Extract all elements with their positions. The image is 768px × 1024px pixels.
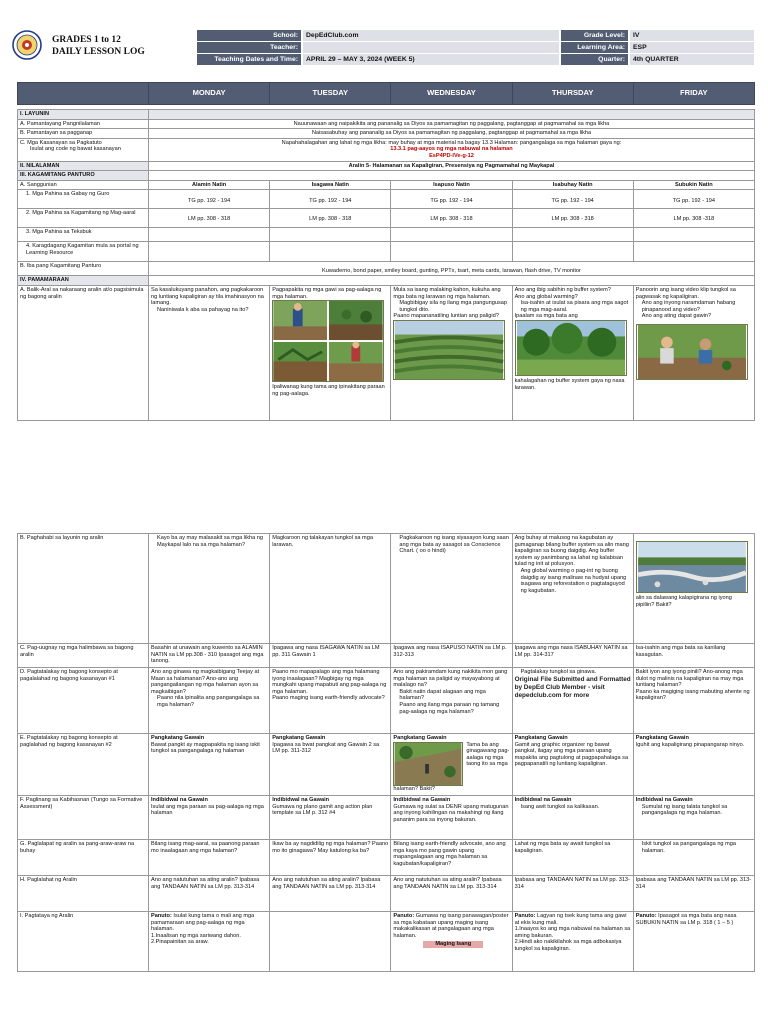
competency-code: EsP4PD-IVe-g-12	[429, 152, 474, 159]
row-pagtatalakay-1: D. Pagtatalakay ng bagong konsepto at pagalalahad ng bagong kasanayan #1 Ano ang ginawa ng magkaibigang Teejay at Maan sa halamanan? Ano-ano ang pangangailangan ng mga halaman ayon sa magkaibigan? Paano nila ipinalita ang pangangalaga sa mga halaman? Paano mo mapapalago ang mga halamang iyong inaalagaan? Magbigay ng mga mungkahi upang mapabuti ang pag-aalaga ng mga halaman. Paano maging isang earth-friendly advocate? Ano ang pakiramdam kung nakikita mon gang mga halaman sa paligid ay mayayabong at malalago na? Bakit natin dapat alagaan ang mga halaman? Paano ang ilang mga paraan ng tamang pag-aalaga ng mga halaman? Pagtalakay tungkol sa ginawa. Original File Submitted and Formatted by DepEd Club Member - visit depedclub.com for more Bakit iyon ang iyong pinili? Ano-anong mga dulot ng malinis na kapaligiran na may mga luntiang halaman? Paano ka magiging isang mabuting ahente ng kapaligiran?	[18, 668, 755, 734]
polluted-river-photo	[636, 541, 748, 593]
log-header	[12, 30, 754, 67]
day-header-blank	[18, 83, 149, 105]
buffer-forest-photo	[515, 320, 627, 376]
day-monday: MONDAY	[149, 83, 270, 105]
row-sanggunian: A. Sanggunian Alamin Natin Isagawa Natin Isapuso Natin Isabuhay Natin Subukin Natin	[18, 180, 755, 190]
section-kagamitan: III. KAGAMITANG PANTURO	[18, 171, 755, 181]
row-kasanayan: C. Mga Kasanayan sa Pagkatuto Isulat ang code ng bawat kasanayan Napahahalagahan ang lahat ng mga likha: may buhay at mga material na bagay 13.3 Halaman: pangangalaga sa mga halaman gaya ng: 13.3.1 pag-aayos ng mga nabuwal na halaman EsP4PD-IVe-g-12	[18, 138, 755, 161]
quarter-label: Quarter:	[561, 54, 628, 65]
row-pangnilalaman: A. Pamantayang Pangnilalaman Nauunawaan ang naipakikita ang pananalig sa Diyos sa pamamagitan ng paggalang, pagtanggap at pagmamahal sa mga likha	[18, 119, 755, 129]
row-teksbuk: 3. Mga Pahina sa Teksbuk	[18, 228, 755, 242]
source-watermark-note: Original File Submitted and Formatted by DepEd Club Member - visit depedclub.com for more	[514, 675, 631, 699]
row-pag-uugnay: C. Pag-uugnay ng mga halimbawa sa bagong aralin Basahin at unawain ang kuwento sa ALAMIN NATIN sa LM pp.308 - 310 Ipasagot ang mga tanong. Ipagawa ang nasa ISAGAWA NATIN sa LM pp. 311 Gawain 1 Ipagawa ang nasa ISAPUSO NATIN sa LM p. 312-313 Ipagawa ang mga nasa ISABUHAY NATIN sa LM pp. 314-317 Isa-isahin ang mga bata sa kanilang kasagutan.	[18, 644, 755, 668]
day-friday: FRIDAY	[633, 83, 754, 105]
row-karagdagan: 4. Karagdagang Kagamitan mula sa portal ng Learning Resource	[18, 242, 755, 262]
row-pagtatalakay-2: E. Pagtatalakay ng bagong konsepto at paglalahad ng bagong kasanayan #2 Pangkatang Gawain Bawat pangkt ay magpapakita ng isang iskit tungkol sa pangangalaga ng halaman Pangkatang Gawain Ipagawa sa bwat pangkat ang Gawain 2 sa LM pp. 311-312 Pangkatang Gawain Tama ba ang ginagawang pag-aalaga ng mga taong ito sa mga halaman? Bakit? Pangkatang Gawain Gamit ang graphic organizer ng bawat pangkat, ilagay ang mga paraan upang mapakita ang pagtulong at pagpapahalaga sa pagpapanatili ng luntiang kapaligiran. Pangkatang Gawain Iguhit ang kapaligirang pinapangarap ninyo.	[18, 734, 755, 796]
hillside-clearing-photo	[393, 742, 463, 786]
dates-value: APRIL 29 – MAY 3, 2024 (WEEK 5)	[303, 54, 559, 65]
grade-value: IV	[630, 30, 754, 41]
day-thursday: THURSDAY	[512, 83, 633, 105]
day-wednesday: WEDNESDAY	[391, 83, 512, 105]
row-paglalahat: H. Paglalahat ng Aralin Ano ang natutuhan sa ating aralin? Ipabasa ang TANDAAN NATIN sa LM pp. 313-314 Ano ang natutuhan sa ating aralin? Ipabasa ang TANDAAN NATIN sa LM pp. 313-314 Ano ang natutuhan sa ating aralin? Ipabasa ang TANDAAN NATIN sa LM pp. 313-314 Ipabasa ang TANDAAN NATIN sa LM pp. 313-314 Ipabasa ang TANDAAN NATIN sa LM pp. 313-314	[18, 876, 755, 912]
day-header-row	[18, 83, 755, 105]
row-iba-pang-kagamitan: B. Iba pang Kagamitang Panturo Kuwaderno, bond paper, smiley board, gunting, PPTx, tsart, meta cards, larawan, flash drive, TV monitor	[18, 262, 755, 276]
row-kagamitan-mag-aaral: 2. Mga Pahina sa Kagamitang ng Mag-aaral LM pp. 308 - 318 LM pp. 308 - 318 LM pp. 308 - 318 LM pp. 308 - 318 LM pp. 308 -318	[18, 209, 755, 228]
grade-label: Grade Level:	[561, 30, 628, 41]
area-value: ESP	[630, 42, 754, 53]
row-pagganap: B. Pamantayan sa pagganap Naisasabuhay ang pananalig sa Diyos sa pamamagitan ng paggalang, pagtanggap at pagmamahal sa mga likha	[18, 129, 755, 139]
row-pagtataya: I. Pagtataya ng Aralin Panuto: Isulat kung tama o mali ang mga pamamaraan ang pag-aalaga ng mga halaman. 1.Inaalisan ng mga sariwang dahon. 2.Pinapainitan sa araw. Panuto: Gumawa ng isang panawagan/poster sa mga kabataan upang maging isang makakalikasan at pangalagaan ang mga halaman. Maging Isang Panuto: Lagyan ng tsek kung tama ang gawi at ekis kung mali. 1.Inaayos ko ang mga nabuwal na halaman sa aming bakuran. 2.Hindi ako nakikilahok sa mga adbokasiya tungkol sa kapaligiran. Panuto: Ipasagot sa mga bata ang nasa SUBUKIN NATIN sa LM p. 318 ( 1 – 5 )	[18, 912, 755, 972]
school-label: School:	[197, 30, 301, 41]
area-label: Learning Area:	[561, 42, 628, 53]
log-title: GRADES 1 to 12 DAILY LESSON LOG	[52, 35, 145, 58]
row-paghahabi: B. Paghahabi sa layunin ng aralin Kayo ba ay may malasakit sa mga likha ng Maykapal lalo na sa mga halaman? Magkaroon ng talakayan tungkol sa mga larawan. Pagkakaroon ng isang siyasayon kung saan ang mga bata ay sasagot sa Conscience Chart. ( oo o hindi) Ang buhay at malusog na kagubatan ay gumaganap bilang buffer system sa alin mang kapaligiran sa buong daigdig. Ang buffer system ay panimbang sa lahat ng kalabisan tulad ng init at polusyon. Ang global warming o pag-int ng buong daigdig ay isang malinaw na hudyat upang isagawa ang reforestation o pagtataguyod ng kagubatan. alin sa dalawang kalapigirana ng iyong pipiliin? Bakit?	[18, 534, 755, 644]
school-value: DepEdClub.com	[303, 30, 559, 41]
rice-terraces-photo	[393, 320, 505, 380]
teacher-value	[303, 42, 559, 53]
row-paglinang: F. Paglinang sa Kabihasnan (Tungo sa Formative Assessment) Indibidwal na Gawain Isulat ang mga paraan sa pag-aalaga ng mga halaman Indibidwal na Gawain Gumawa ng plano gamit ang action plan template sa LM p. 312 #4 Indibidwal na Gawain Gumawa ng sulat sa DENR upang matugunan ang inyong kahilingan na makahingi ng ilang pananim para sa inyong bakuran. Indibidwal na Gawain Isang awit tungkol sa kalikasan. Indibidwal na Gawain Sumulat ng isang talata tungkol sa pangangalaga ng mga halaman.	[18, 796, 755, 840]
lesson-log-table-part-2	[17, 533, 755, 972]
poster-title-box: Maging Isang	[423, 941, 483, 948]
dates-label: Teaching Dates and Time:	[197, 54, 301, 65]
lesson-log-table-part-1	[17, 82, 755, 421]
children-planting-photo	[636, 324, 748, 380]
section-layunin: I. LAYUNIN	[18, 110, 755, 120]
row-gabay: 1. Mga Pahina sa Gabay ng Guro TG pp. 192 - 194 TG pp. 192 - 194 TG pp. 192 - 194 TG pp. 192 - 194 TG pp. 192 - 194	[18, 190, 755, 209]
teacher-label: Teacher:	[197, 42, 301, 53]
plant-care-photo-collage	[272, 300, 384, 382]
section-pamamaraan: IV. PAMAMARAAN	[18, 276, 755, 286]
quarter-value: 4th QUARTER	[630, 54, 754, 65]
row-paglalapat: G. Paglalapat ng aralin sa pang-araw-araw na buhay Bilang isang mag-aaral, sa paanong paraan mo inaalagaan ang mga halaman? Ikaw ba ay nagdidilig ng mga halaman? Paano mo ito ginagawa? May katulong ka ba? Bilang isang earth-friendly advocate, ano ang mga kaya mo pang gawin upang mapangalagaan ang mga halaman sa kagubatan/kapaligiran? Lahat ng mga bata ay await tungkol sa kapaligiran. Iskit tungkol sa pangangalaga ng mga halaman.	[18, 840, 755, 876]
section-nilalaman: II. NILALAMAN Aralin 5- Halamanan sa Kapaligiran, Presensiya ng Pagmamahal ng Maykapal	[18, 161, 755, 171]
day-tuesday: TUESDAY	[270, 83, 391, 105]
deped-seal-icon	[12, 30, 42, 60]
row-balik-aral: A. Balik-Aral sa nakaraang aralin at/o pagsisimula ng bagong aralin Sa kasalukuyang panahon, ang pagkakaroon ng luntiang kapaligiran ay tila imahinasyon na lamang. Naniniwala k aba sa pahayag na ito? Pagpapakita ng mga gawi sa pag-aalaga ng mga halaman. Ipaliwanag kung tama ang ipinakitang paraan ng pag-aalaga. Mula sa isang malaking kahon, kukuha ang mga bata ng larawan ng mga halaman. Magbibigay sila ng ilang mga pangungusap tungkol dito. Paano mapananatiling luntian ang paligid? Ano ang ibig sabihin ng buffer system? Ano ang global warming? Isa-isahin at isulat sa pisara ang mga sagot ng mga mag-aaral. Ipaalam sa mga bata ang kahalagahan ng buffer system gaya ng nasa larawan. Panoorin ang isang video klip tungkol sa pagwasak ng kapaligiran. Ano ang inyong naramdaman habang pinapanood ang video? Ano ang ating dapat gawin?	[18, 285, 755, 420]
